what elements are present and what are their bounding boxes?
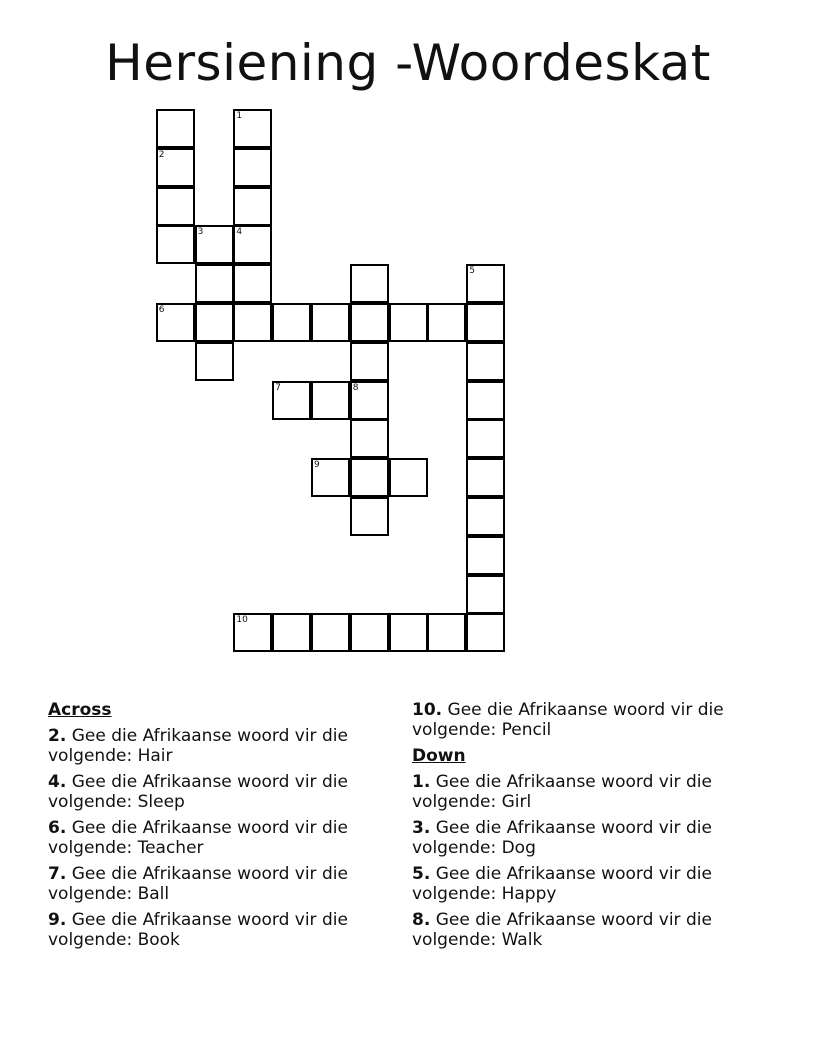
- grid-cell[interactable]: [311, 613, 350, 652]
- grid-cell[interactable]: [466, 536, 505, 575]
- grid-cell[interactable]: [427, 613, 466, 652]
- grid-cell[interactable]: [350, 303, 389, 342]
- grid-cell[interactable]: [233, 613, 272, 652]
- grid-cell[interactable]: [466, 497, 505, 536]
- grid-cell[interactable]: [350, 497, 389, 536]
- grid-cell[interactable]: [156, 109, 195, 148]
- grid-cell[interactable]: [156, 303, 195, 342]
- grid-cell[interactable]: [466, 613, 505, 652]
- clues-column-right: [412, 700, 762, 956]
- grid-cell[interactable]: [195, 303, 234, 342]
- grid-cell[interactable]: [311, 458, 350, 497]
- clue-number: 5: [469, 266, 475, 277]
- clue-down-3: 3. Gee die Afrikaanse woord vir die volgende: Dog: [412, 818, 712, 858]
- clue-number: 4: [236, 227, 243, 238]
- grid-cell[interactable]: [233, 303, 272, 342]
- grid-cell[interactable]: [389, 303, 428, 342]
- grid-cell[interactable]: [350, 381, 389, 420]
- grid-cell[interactable]: [195, 264, 234, 303]
- clue-across-7: 7. Gee die Afrikaanse woord vir die volgende: Ball: [48, 864, 348, 904]
- grid-cell[interactable]: [156, 148, 195, 187]
- grid-cell[interactable]: [233, 109, 272, 148]
- grid-cell[interactable]: [350, 419, 389, 458]
- clue-down-1: 1. Gee die Afrikaanse woord vir die volgende: Girl: [412, 772, 712, 812]
- grid-cell[interactable]: [427, 303, 466, 342]
- clue-down-8: 8. Gee die Afrikaanse woord vir die volgende: Walk: [412, 910, 712, 950]
- grid-cell[interactable]: [233, 148, 272, 187]
- grid-cell[interactable]: [466, 419, 505, 458]
- grid-cell[interactable]: [466, 458, 505, 497]
- clue-across-10: 10. Gee die Afrikaanse woord vir die volgende: Pencil: [412, 700, 724, 740]
- grid-cell[interactable]: [350, 613, 389, 652]
- grid-cell[interactable]: [466, 381, 505, 420]
- clue-number: 3: [197, 227, 204, 238]
- clue-number: 10: [236, 615, 248, 626]
- grid-cell[interactable]: [311, 303, 350, 342]
- clues-column-left: [48, 700, 388, 956]
- grid-cell[interactable]: [233, 187, 272, 226]
- grid-cell[interactable]: [311, 381, 350, 420]
- clue-across-9: 9. Gee die Afrikaanse woord vir die volgende: Book: [48, 910, 348, 950]
- grid-cell[interactable]: [156, 187, 195, 226]
- clue-number: 6: [158, 305, 165, 315]
- clue-across-2: 2. Gee die Afrikaanse woord vir die volgende: Hair: [48, 726, 348, 766]
- grid-cell[interactable]: [195, 225, 234, 264]
- grid-cell[interactable]: [233, 264, 272, 303]
- grid-cell[interactable]: [466, 264, 505, 303]
- clue-number: 2: [158, 149, 165, 160]
- page-title: Hersiening -Woordeskat: [105, 34, 711, 92]
- grid-cell[interactable]: [350, 458, 389, 497]
- grid-cell[interactable]: [466, 342, 505, 381]
- grid-cell[interactable]: [350, 342, 389, 381]
- grid-cell[interactable]: [272, 303, 311, 342]
- clue-across-4: 4. Gee die Afrikaanse woord vir die volgende: Sleep: [48, 772, 348, 812]
- down-heading: Down: [412, 746, 466, 766]
- grid-cell[interactable]: [272, 381, 311, 420]
- grid-cell[interactable]: [233, 225, 272, 264]
- clue-number: 1: [236, 111, 243, 121]
- grid-cell[interactable]: [156, 225, 195, 264]
- across-heading: Across: [48, 700, 112, 720]
- clue-number: 7: [275, 382, 281, 393]
- grid-cell[interactable]: [272, 613, 311, 652]
- clue-across-6: 6. Gee die Afrikaanse woord vir die volgende: Teacher: [48, 818, 348, 858]
- grid-cell[interactable]: [389, 458, 428, 497]
- clue-number: 8: [352, 382, 359, 393]
- clue-down-5: 5. Gee die Afrikaanse woord vir die volgende: Happy: [412, 864, 712, 904]
- grid-cell[interactable]: [389, 613, 428, 652]
- grid-cell[interactable]: [195, 342, 234, 381]
- grid-cell[interactable]: [466, 575, 505, 614]
- grid-cell[interactable]: [466, 303, 505, 342]
- clue-number: 9: [314, 460, 320, 471]
- grid-cell[interactable]: [350, 264, 389, 303]
